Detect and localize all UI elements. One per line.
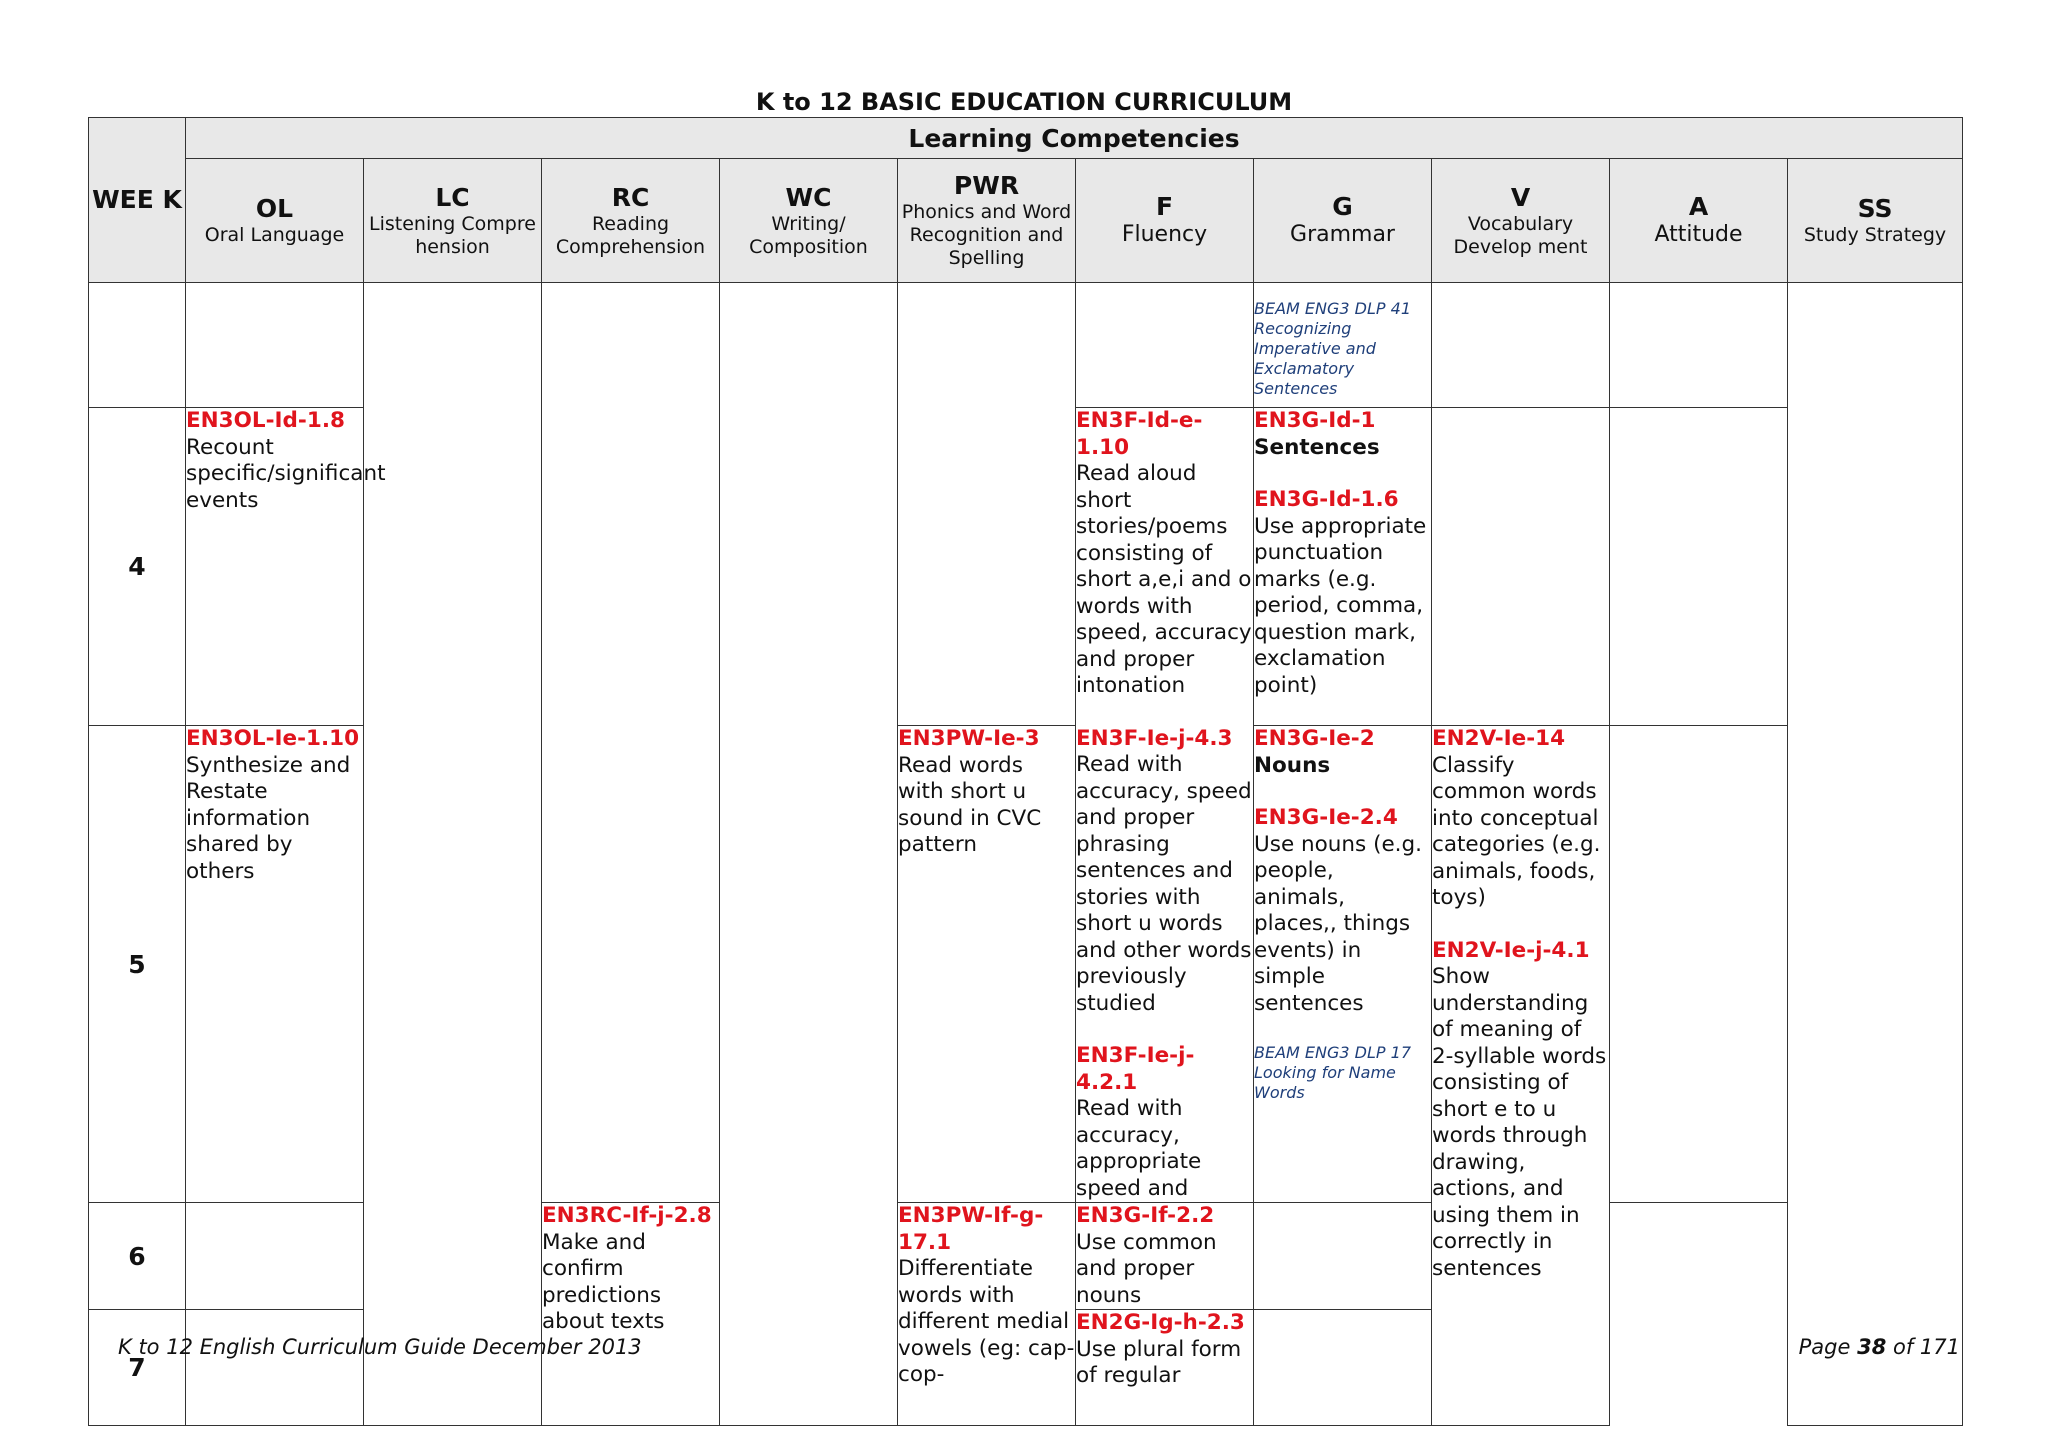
ol-cell-week-5: [186, 726, 364, 1203]
lc-cell-empty: [364, 283, 542, 1426]
competency-code: EN2G-Ig-h-2.3: [1076, 1310, 1245, 1335]
competency-code: EN3G-Id-1.6: [1254, 487, 1399, 512]
competency-text: Use common and proper nouns: [1076, 1229, 1217, 1308]
wc-cell-empty: [720, 283, 898, 1426]
f-cell-empty: [1076, 283, 1254, 408]
week-number: 7: [89, 1310, 186, 1426]
competency-text: Differentiate words with different medial vowels (eg: cap- cop-: [898, 1256, 1075, 1387]
ol-cell-empty: [186, 1310, 364, 1426]
pwr-cell-week-5: [898, 726, 1076, 1203]
g-cell-week-5: [1254, 726, 1432, 1203]
rc-cell-empty: [542, 283, 720, 1203]
ol-cell-week-4: [186, 408, 386, 726]
f-cell-week-4-5: [1076, 408, 1254, 1203]
footer-guide-title: K to 12 English Curriculum Guide December 2013: [118, 1335, 642, 1359]
competency-text: Use appropriate punctuation marks (e.g. period, comma, question mark, exclamation point): [1254, 513, 1427, 698]
column-header-pwr: PWR Phonics and Word Recognition and Spelling: [898, 159, 1076, 283]
ss-cell-empty: [1788, 283, 1963, 1426]
column-header-ss: SS Study Strategy: [1788, 159, 1963, 283]
week-number: 5: [89, 726, 186, 1203]
ol-cell-empty: [186, 283, 364, 408]
column-header-v: V Vocabulary Develop ment: [1432, 159, 1610, 283]
competency-code: EN3G-Ie-2.4: [1254, 805, 1398, 830]
week-number: 6: [89, 1203, 186, 1310]
column-header-g: G Grammar: [1254, 159, 1432, 283]
competency-code: EN3F-Id-e-1.10: [1076, 408, 1203, 460]
competency-code: EN3PW-Ie-3: [898, 726, 1040, 751]
competency-code: EN3OL-Ie-1.10: [186, 726, 360, 751]
competency-text: Use nouns (e.g. people, animals, places,, things events) in simple sentences: [1254, 831, 1423, 1016]
pwr-cell-week-6-7: [898, 1203, 1076, 1426]
competency-code: EN3OL-Id-1.8: [186, 408, 345, 433]
competency-code: EN2V-Ie-14: [1432, 726, 1566, 751]
g-cell-week-6: [1076, 1203, 1254, 1310]
a-cell-empty: [1610, 408, 1788, 726]
a-cell-empty: [1254, 1203, 1432, 1310]
competency-text: Read with accuracy, speed and proper phrasing sentences and stories with short u words and other words previously studied: [1076, 752, 1252, 1016]
v-cell-week-5-7: [1432, 726, 1610, 1426]
competency-text: Use plural form of regular: [1076, 1336, 1242, 1388]
g-cell-week-7: [1076, 1310, 1254, 1426]
page-title: K to 12 BASIC EDUCATION CURRICULUM: [755, 88, 1293, 116]
column-header-lc: LC Listening Compre hension: [364, 159, 542, 283]
column-header-f: F Fluency: [1076, 159, 1254, 283]
competency-code: EN3G-If-2.2: [1076, 1203, 1215, 1228]
competency-text: Recount specific/significant events: [186, 434, 386, 513]
ol-cell-empty: [186, 1203, 364, 1310]
week-number: 4: [89, 408, 186, 726]
g-cell-beam: [1254, 283, 1432, 408]
competency-code: EN3G-Id-1: [1254, 408, 1376, 433]
competency-code: EN3G-Ie-2: [1254, 726, 1375, 751]
competency-topic: Sentences: [1254, 434, 1380, 460]
v-cell-empty: [1432, 283, 1610, 408]
column-header-a: A Attitude: [1610, 159, 1788, 283]
competency-text: Read words with short u sound in CVC pattern: [898, 752, 1042, 857]
competency-text: Read aloud short stories/poems consisting of short a,e,i and o words with speed, accuracy and proper intonation: [1076, 461, 1252, 698]
competency-code: EN3F-Ie-j-4.2.1: [1076, 1043, 1195, 1095]
column-header-wc: WC Writing/ Composition: [720, 159, 898, 283]
rc-cell-week-6-7: [542, 1203, 720, 1426]
v-cell-empty: [1432, 408, 1610, 726]
curriculum-table: [88, 117, 1963, 1426]
a-cell-empty: [1610, 726, 1788, 1203]
beam-reference: BEAM ENG3 DLP 41 Recognizing Imperative and Exclamatory Sentences: [1254, 299, 1411, 398]
competency-code: EN2V-Ie-j-4.1: [1432, 937, 1590, 963]
competency-code: EN3RC-If-j-2.8: [542, 1203, 712, 1228]
learning-competencies-header: Learning Competencies: [186, 118, 1963, 159]
competency-text: Synthesize and Restate information shared by others: [186, 752, 351, 884]
week-cell-empty: [89, 283, 186, 408]
competency-topic: Nouns: [1254, 752, 1331, 778]
competency-code: EN3PW-If-g-17.1: [898, 1203, 1044, 1255]
competency-text: Read with accuracy, appropriate speed and: [1076, 1096, 1202, 1201]
a-cell-empty: [1254, 1310, 1432, 1426]
competency-text: Make and confirm predictions about texts: [542, 1229, 665, 1334]
week-column-header: WEE K: [89, 118, 186, 283]
column-header-ol: OL Oral Language: [186, 159, 364, 283]
pwr-cell-empty: [898, 283, 1076, 726]
a-cell-empty: [1610, 283, 1788, 408]
footer-page-number: Page 38 of 171: [1798, 1335, 1960, 1359]
competency-text: Show understanding of meaning of 2-syllable words consisting of short e to u words through drawing, actions, and using them in correctly in sentences: [1432, 964, 1607, 1281]
competency-text: Classify common words into conceptual categories (e.g. animals, foods, toys): [1432, 752, 1601, 910]
column-header-rc: RC Reading Comprehension: [542, 159, 720, 283]
competency-code: EN3F-Ie-j-4.3: [1076, 725, 1233, 751]
beam-reference: BEAM ENG3 DLP 17 Looking for Name Words: [1254, 1043, 1411, 1102]
g-cell-week-4: [1254, 408, 1432, 726]
